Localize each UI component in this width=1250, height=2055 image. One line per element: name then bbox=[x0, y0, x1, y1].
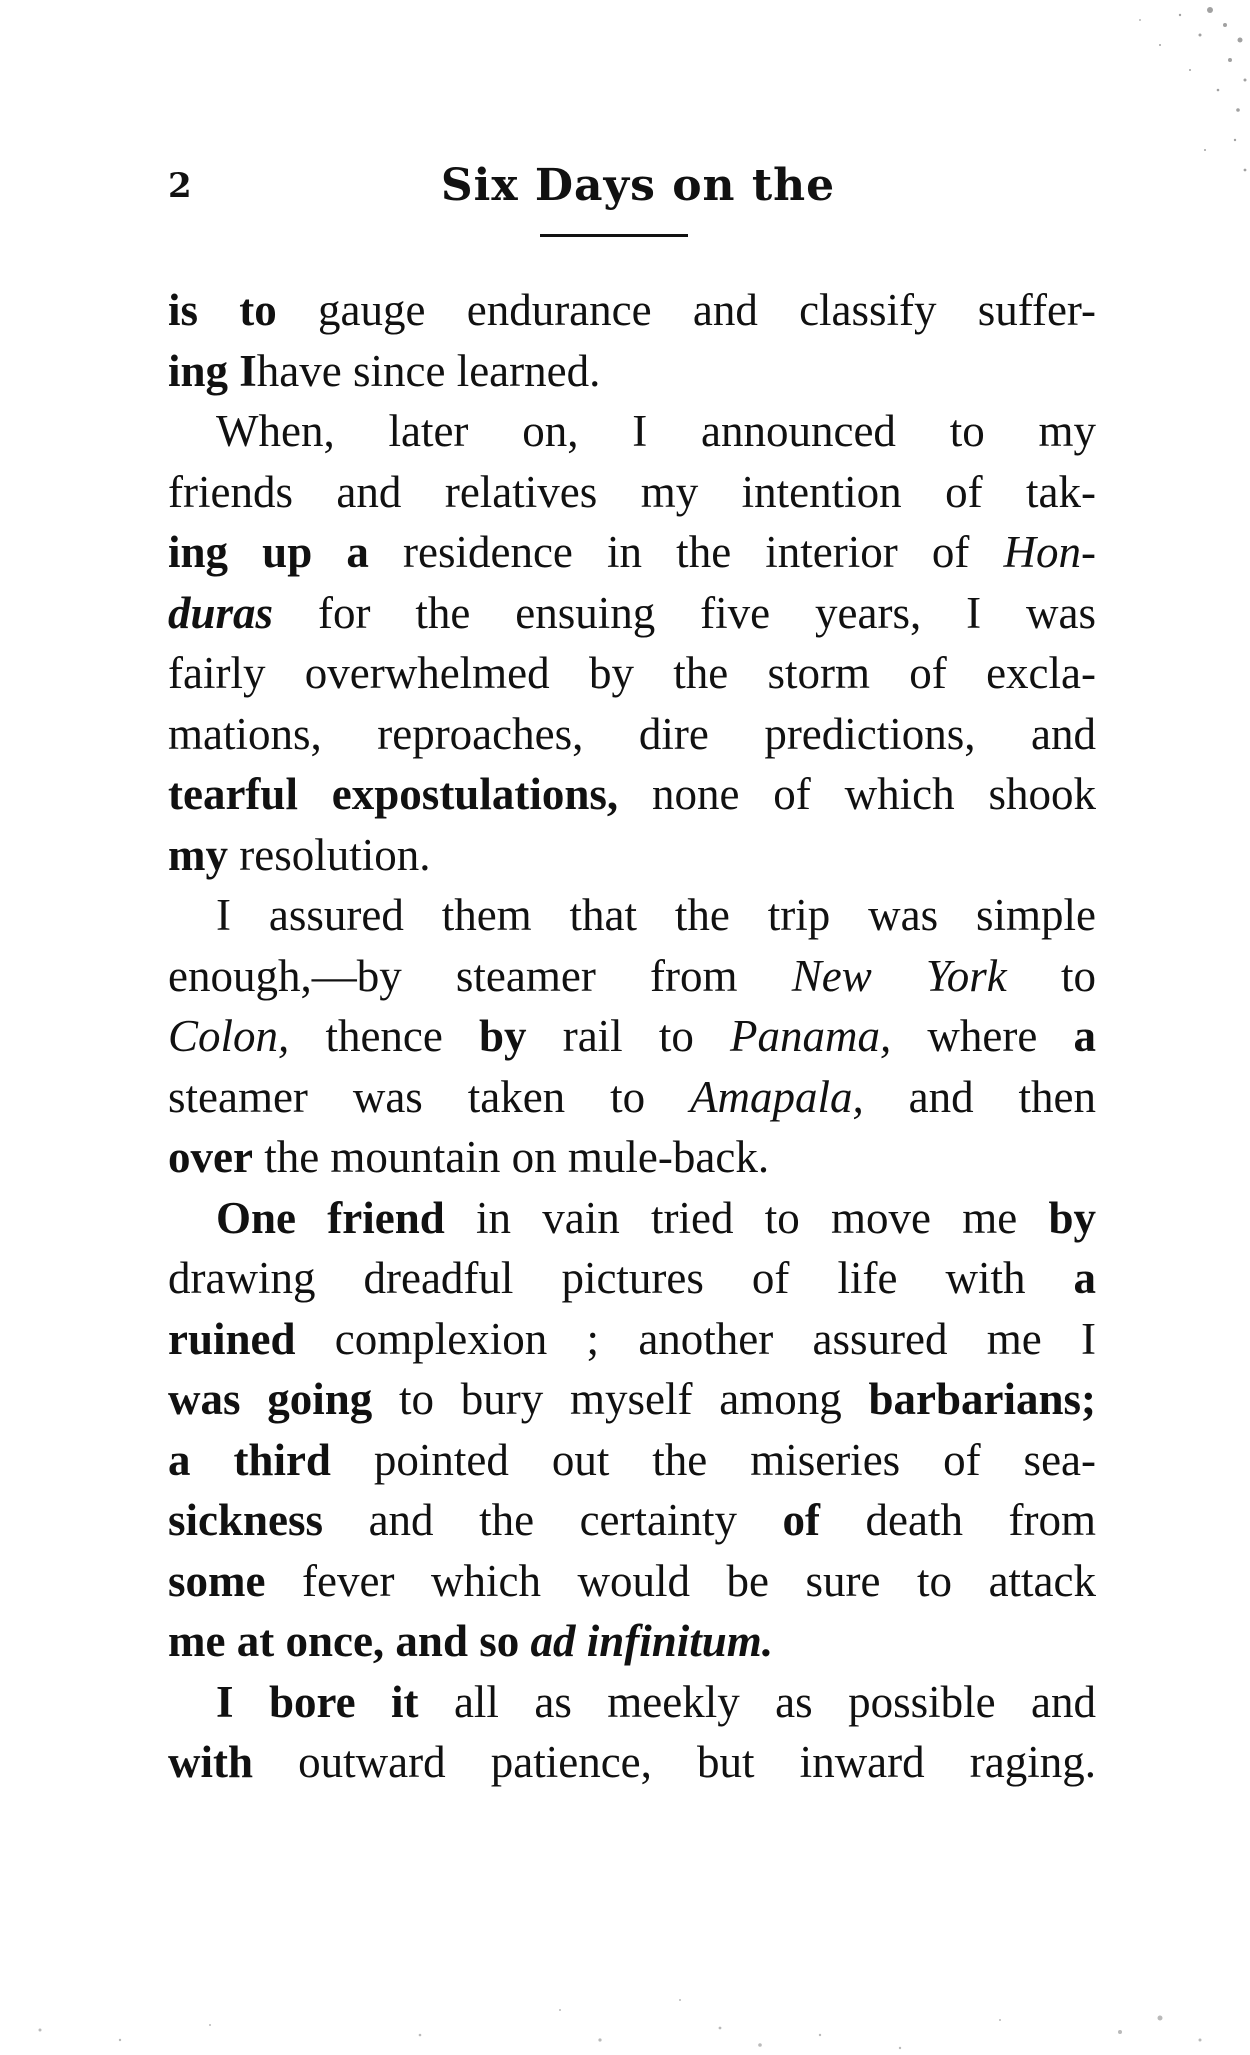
text-span: for the ensuing five years, I was bbox=[273, 587, 1096, 638]
text-span: and then bbox=[863, 1071, 1096, 1122]
text-span: ing I bbox=[168, 345, 257, 396]
text-span: and the certainty bbox=[323, 1495, 783, 1545]
text-line bbox=[168, 462, 1096, 523]
text-span: is to bbox=[168, 285, 277, 335]
text-line bbox=[168, 1430, 1096, 1491]
text-span: steamer was taken to bbox=[168, 1071, 690, 1122]
text-line bbox=[168, 1490, 1096, 1551]
text-span: a bbox=[1073, 1011, 1096, 1061]
text-span: thence bbox=[289, 1011, 480, 1061]
text-span: to bbox=[1006, 950, 1096, 1001]
text-span: Panama, bbox=[730, 1011, 892, 1061]
text-line bbox=[168, 1127, 1096, 1188]
text-span: Colon, bbox=[168, 1011, 290, 1061]
text-span: When, later on, I announced to my bbox=[216, 406, 1096, 456]
text-span: sickness bbox=[168, 1495, 324, 1545]
text-span: none of which shook bbox=[618, 769, 1096, 819]
text-line bbox=[168, 643, 1096, 704]
text-span: I assured them that the trip was simple bbox=[216, 890, 1096, 940]
text-span: death from bbox=[820, 1495, 1096, 1545]
text-span: tearful expostulations, bbox=[168, 769, 619, 819]
text-line bbox=[168, 341, 1096, 402]
body-text bbox=[168, 280, 1096, 1793]
text-line bbox=[168, 1248, 1096, 1309]
text-span: residence in the interior of bbox=[368, 527, 1004, 577]
text-line bbox=[168, 1188, 1096, 1249]
text-span: complexion ; another assured me I bbox=[295, 1313, 1096, 1364]
text-span: by bbox=[1048, 1192, 1096, 1243]
text-span: the mountain on mule-back. bbox=[252, 1132, 770, 1182]
text-span: rail to bbox=[526, 1011, 731, 1061]
text-line bbox=[168, 704, 1096, 765]
text-span: some bbox=[168, 1555, 266, 1606]
text-span: ad infinitum. bbox=[530, 1616, 774, 1666]
text-line bbox=[168, 1369, 1096, 1430]
text-span: ing up a bbox=[168, 527, 369, 577]
text-line bbox=[168, 885, 1096, 946]
text-span: in vain tried to move me bbox=[444, 1192, 1049, 1243]
text-span: was going bbox=[168, 1374, 373, 1424]
text-span: to bury myself among bbox=[372, 1374, 869, 1424]
text-line bbox=[168, 1309, 1096, 1370]
text-span: outward patience, but inward raging. bbox=[253, 1737, 1096, 1787]
text-line bbox=[168, 1551, 1096, 1612]
text-span: have since learned. bbox=[256, 345, 601, 396]
header-rule bbox=[540, 234, 688, 237]
text-line bbox=[168, 522, 1096, 583]
text-span: resolution. bbox=[228, 829, 431, 880]
text-span: duras bbox=[168, 587, 274, 638]
text-span: mations, reproaches, dire predictions, and bbox=[168, 708, 1096, 759]
text-line bbox=[168, 1006, 1096, 1067]
text-span: friends and relatives my intention of tak- bbox=[168, 466, 1096, 517]
text-span: over bbox=[168, 1132, 253, 1182]
page-number: 2 bbox=[168, 166, 192, 206]
text-span: of bbox=[782, 1495, 821, 1545]
text-span: drawing dreadful pictures of life with bbox=[168, 1253, 1074, 1303]
text-line bbox=[168, 1067, 1096, 1128]
text-span: barbarians; bbox=[868, 1374, 1096, 1424]
text-span: my bbox=[168, 829, 228, 880]
running-head: Six Days on the bbox=[440, 160, 836, 211]
text-span: fever which would be sure to attack bbox=[265, 1555, 1096, 1606]
text-span: I bore it bbox=[216, 1676, 419, 1727]
text-span: One friend bbox=[216, 1192, 445, 1243]
text-span: with bbox=[168, 1737, 254, 1787]
text-line bbox=[168, 1672, 1096, 1733]
text-span: all as meekly as possible and bbox=[418, 1676, 1096, 1727]
text-span: Amapala, bbox=[689, 1071, 864, 1122]
scan-noise-bottom bbox=[0, 1940, 1250, 2055]
text-span: gauge endurance and classify suffer- bbox=[276, 285, 1096, 335]
text-span: where bbox=[891, 1011, 1074, 1061]
text-span: me at once, and so bbox=[168, 1616, 531, 1666]
text-span: a bbox=[1073, 1253, 1096, 1303]
text-span: enough,—by steamer from bbox=[168, 950, 792, 1001]
text-span: by bbox=[479, 1011, 527, 1061]
text-span: a third bbox=[168, 1434, 331, 1485]
text-span: ruined bbox=[168, 1313, 296, 1364]
text-line bbox=[168, 764, 1096, 825]
text-line bbox=[168, 280, 1096, 341]
text-line bbox=[168, 1611, 1096, 1672]
text-line bbox=[168, 825, 1096, 886]
text-span: Hon- bbox=[1003, 527, 1096, 577]
text-line bbox=[168, 1732, 1096, 1793]
text-line bbox=[168, 401, 1096, 462]
text-span: New York bbox=[791, 950, 1007, 1001]
text-line bbox=[168, 583, 1096, 644]
text-span: pointed out the miseries of sea- bbox=[330, 1434, 1096, 1485]
page-header bbox=[168, 160, 1098, 220]
text-line bbox=[168, 946, 1096, 1007]
text-span: fairly overwhelmed by the storm of excla- bbox=[168, 648, 1096, 698]
